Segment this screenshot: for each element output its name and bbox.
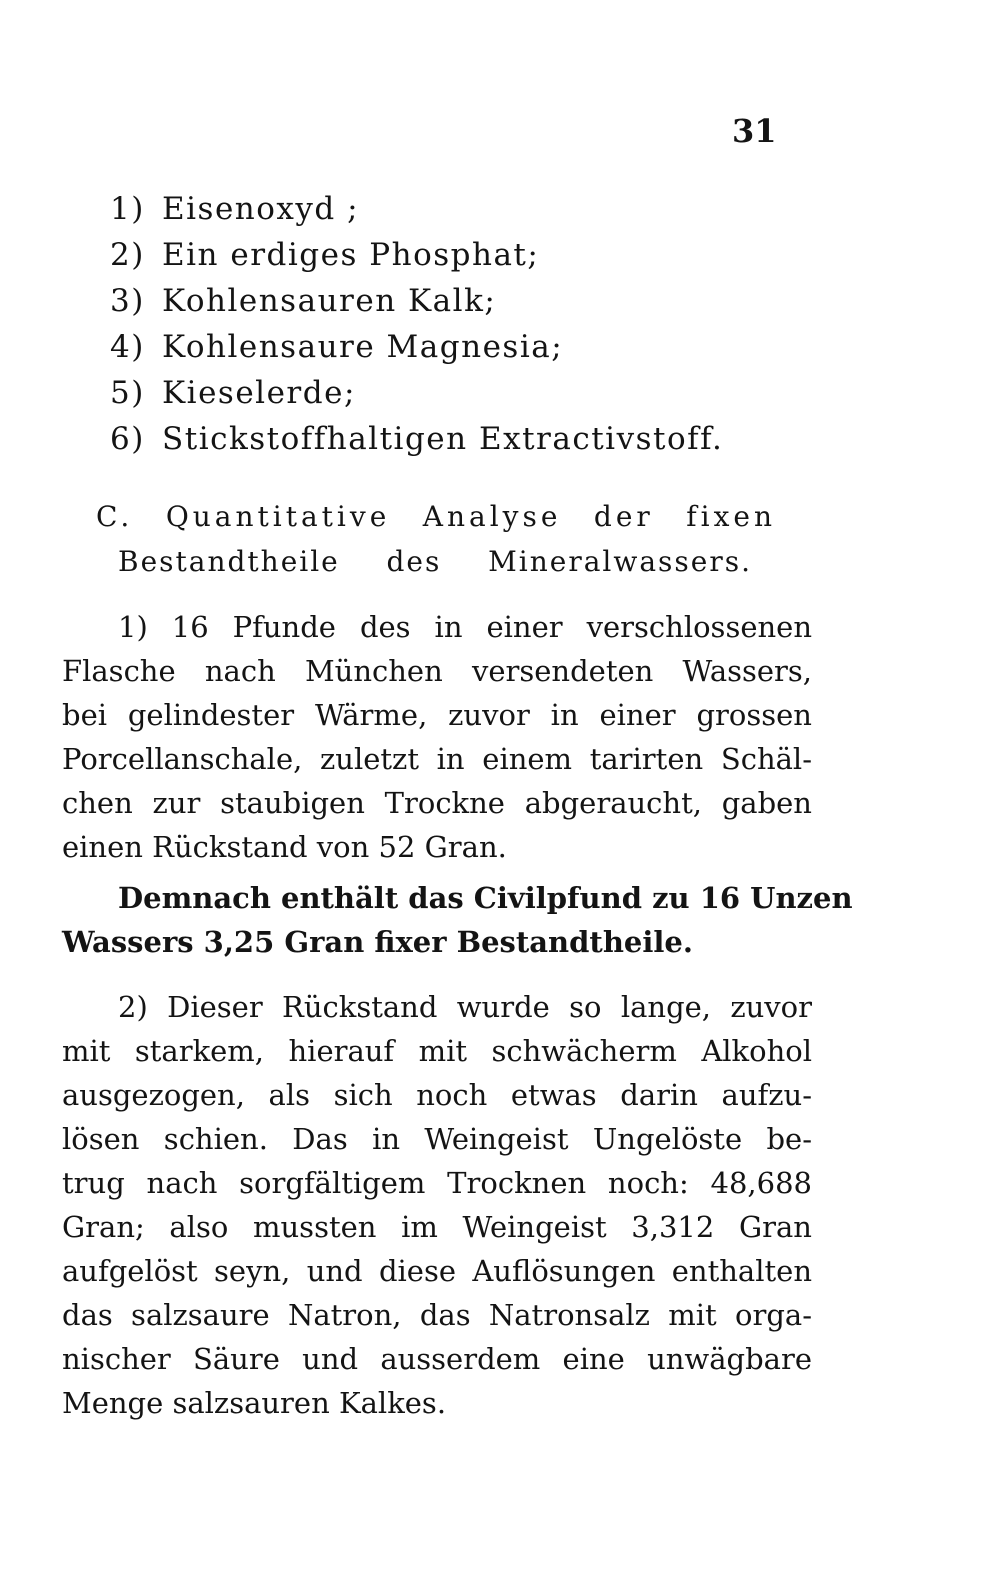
list-item-number: 3): [110, 283, 145, 319]
list-item: [110, 324, 723, 370]
list-item-number: 4): [110, 329, 145, 365]
text-line: Menge salzsauren Kalkes.: [62, 1386, 447, 1420]
text-line: Porcellanschale, zuletzt in einem tarirten Schäl-: [62, 742, 812, 776]
text-line: bei gelindester Wärme, zuvor in einer grossen: [62, 698, 812, 732]
paragraph-3: [62, 985, 812, 1425]
list-item-number: 6): [110, 421, 145, 457]
page-number: 31: [732, 112, 777, 150]
paragraph-2: [62, 876, 853, 964]
text-line: chen zur staubigen Trockne abgeraucht, gaben: [62, 786, 812, 820]
text-line: lösen schien. Das in Weingeist Ungelöste be-: [62, 1122, 812, 1156]
list-item-text: Kohlensauren Kalk;: [162, 283, 497, 319]
text-line: ausgezogen, als sich noch etwas darin aufzu-: [62, 1078, 812, 1112]
list-item-number: 1): [110, 191, 145, 227]
section-heading-line-2: Bestandtheile des Mineralwassers.: [118, 545, 752, 578]
text-line: mit starkem, hierauf mit schwächerm Alkohol: [62, 1034, 812, 1068]
text-line: Demnach enthält das Civilpfund zu 16 Unzen: [118, 881, 853, 915]
list-item-number: 5): [110, 375, 145, 411]
text-line: Wassers 3,25 Gran fixer Bestandtheile.: [62, 925, 693, 959]
text-line: trug nach sorgfältigem Trocknen noch: 48,688: [62, 1166, 812, 1200]
text-line: aufgelöst seyn, und diese Auflösungen enthalten: [62, 1254, 812, 1288]
list-item: [110, 416, 723, 462]
section-heading-line-1: C. Quantitative Analyse der fixen: [96, 500, 776, 533]
list-item-number: 2): [110, 237, 145, 273]
list-item-text: Ein erdiges Phosphat;: [162, 237, 540, 273]
list-item-text: Stickstoffhaltigen Extractivstoff.: [162, 421, 724, 457]
list-item-text: Kieselerde;: [162, 375, 356, 411]
text-line: einen Rückstand von 52 Gran.: [62, 830, 507, 864]
list-item-text: Eisenoxyd ;: [162, 191, 360, 227]
text-line: 2) Dieser Rückstand wurde so lange, zuvor: [118, 990, 812, 1024]
text-line: 1) 16 Pfunde des in einer verschlossenen: [118, 610, 812, 644]
list-item: [110, 370, 723, 416]
list-item-text: Kohlensaure Magnesia;: [162, 329, 564, 365]
text-line: Gran; also mussten im Weingeist 3,312 Gran: [62, 1210, 812, 1244]
substance-list: [110, 186, 723, 462]
list-item: [110, 186, 723, 232]
text-line: nischer Säure und ausserdem eine unwägbare: [62, 1342, 812, 1376]
list-item: [110, 278, 723, 324]
text-line: das salzsaure Natron, das Natronsalz mit orga-: [62, 1298, 812, 1332]
list-item: [110, 232, 723, 278]
paragraph-1: [62, 605, 812, 869]
text-line: Flasche nach München versendeten Wassers,: [62, 654, 812, 688]
